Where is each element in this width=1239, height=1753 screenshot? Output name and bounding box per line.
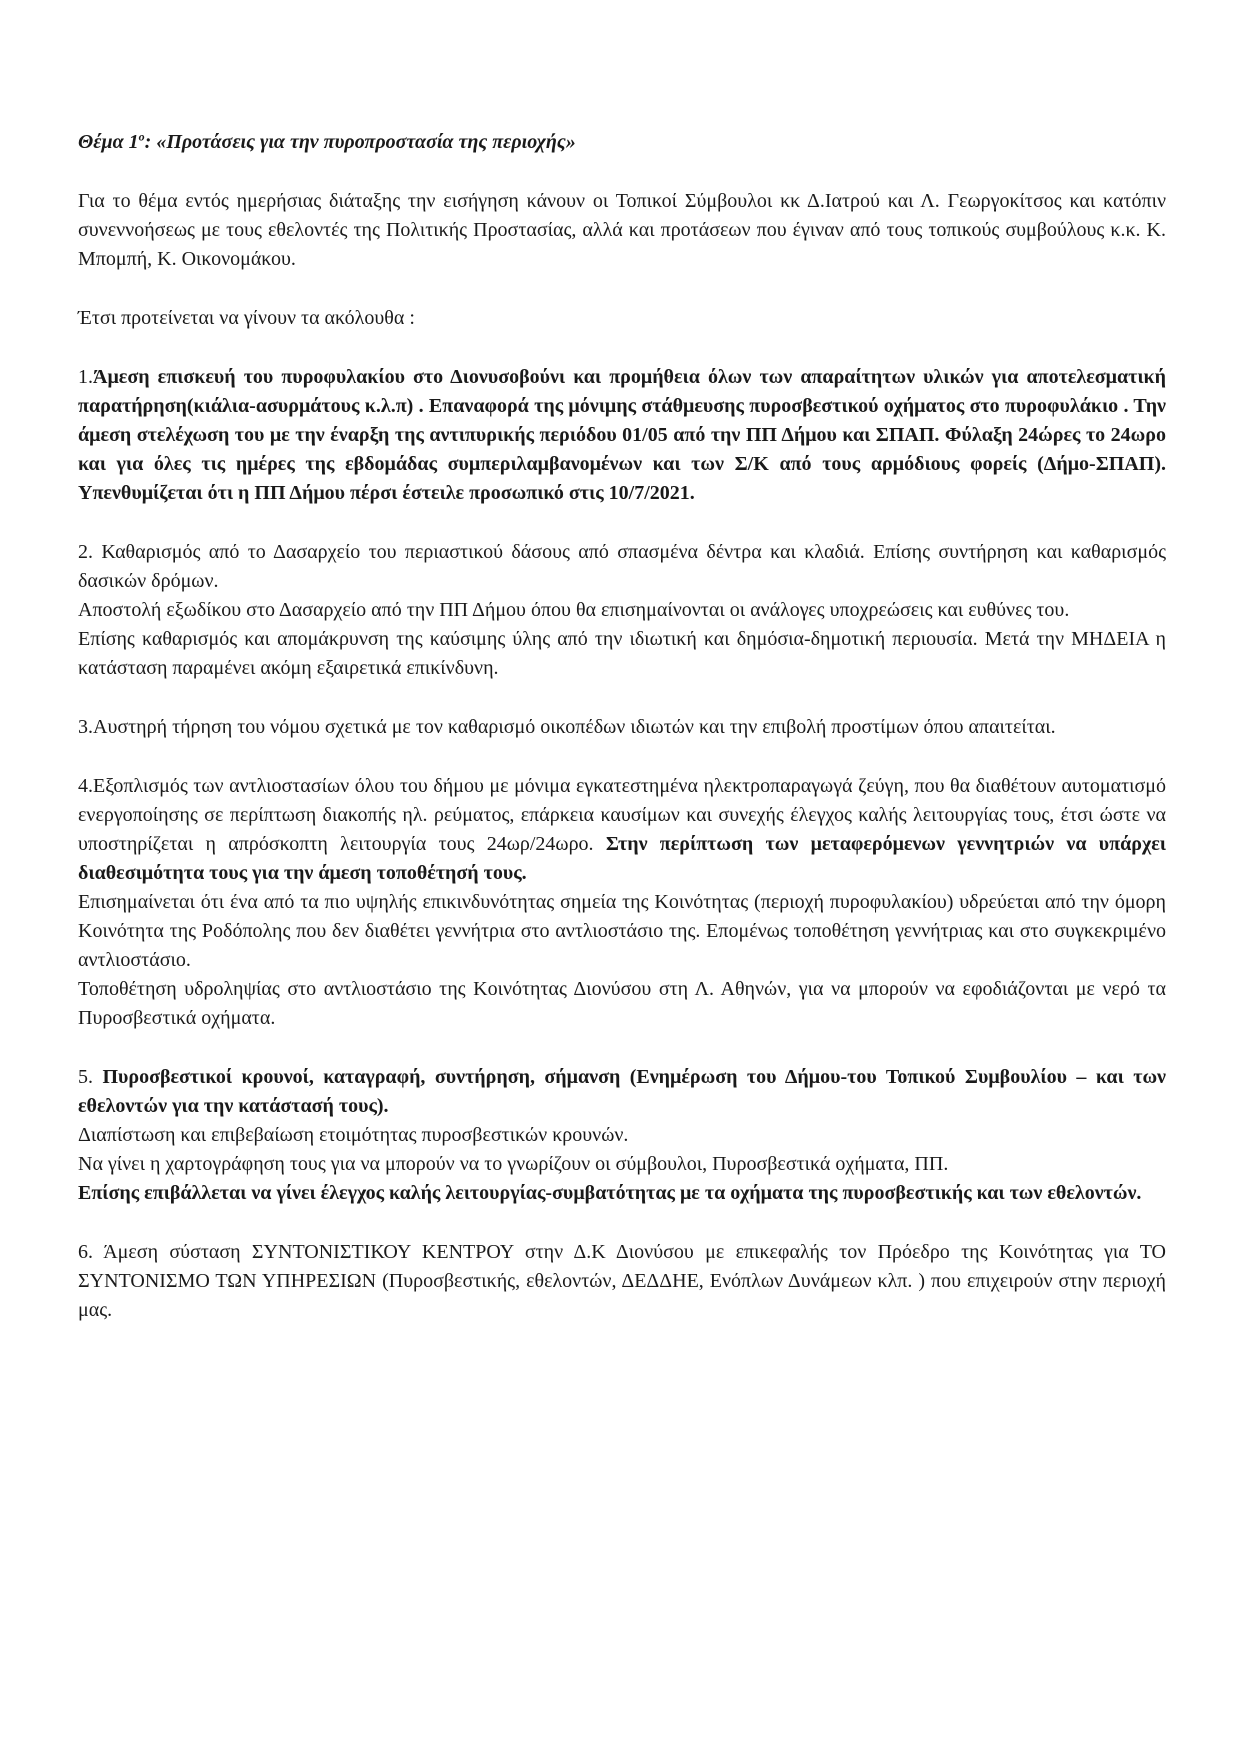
item-5-line-2: Διαπίστωση και επιβεβαίωση ετοιμότητας πυροσβεστικών κρουνών. <box>78 1124 629 1146</box>
item-3-paragraph: 3.Αυστηρή τήρηση του νόμου σχετικά με τον καθαρισμό οικοπέδων ιδιωτών και την επιβολή προστίμων όπου απαιτείται. <box>78 716 1056 738</box>
document-body <box>78 128 1166 1355</box>
item-4-line-3: Τοποθέτηση υδροληψίας στο αντλιοστάσιο της Κοινότητας Διονύσου στη Λ. Αθηνών, για να μπορούν να εφοδιάζονται με νερό τα Πυροσβεστικά οχήματα. <box>78 978 1166 1029</box>
item-6-paragraph: 6. Άμεση σύσταση ΣΥΝΤΟΝΙΣΤΙΚΟΥ ΚΕΝΤΡΟΥ στην Δ.Κ Διονύσου με επικεφαλής τον Πρόεδρο της Κοινότητας για ΤΟ ΣΥΝΤΟΝΙΣΜΟ ΤΩΝ ΥΠΗΡΕΣΙΩΝ (Πυροσβεστικής, εθελοντών, ΔΕΔΔΗΕ, Ενόπλων Δυνάμεων κλπ. ) που επιχειρούν στην περιοχή μας. <box>78 1241 1166 1321</box>
subject-heading <box>78 128 1166 157</box>
item-5-block <box>78 1063 1166 1208</box>
item-1-paragraph <box>78 363 1166 508</box>
item-4-normal-text: 4.Εξοπλισμός των αντλιοστασίων όλου του δήμου με μόνιμα εγκατεστημένα ηλεκτροπαραγωγά ζεύγη, που θα διαθέτουν αυτοματισμό ενεργοποίησης σε περίπτωση διακοπής ηλ. ρεύματος, επάρκεια καυσίμων και συνεχής έλεγχος καλής λειτουργίας τους, έτσι ώστε να υποστηρίζεται η απρόσκοπτη λειτουργία τους 24ωρ/24ωρο. <box>78 775 1166 855</box>
item-4-block <box>78 772 1166 1033</box>
item-5-number: 5. <box>78 1066 103 1088</box>
subject-prefix: Θέμα 1 <box>78 131 139 153</box>
item-4-bold-text: Στην περίπτωση των μεταφερόμενων γεννητριών να υπάρχει διαθεσιμότητα τους για την άμεση τοποθέτησή τους. <box>78 833 1166 884</box>
item-2-line-1: 2. Καθαρισμός από το Δασαρχείο του περιαστικού δάσους από σπασμένα δέντρα και κλαδιά. Επίσης συντήρηση και καθαρισμός δασικών δρόμων. <box>78 541 1166 592</box>
subject-superscript: ο <box>138 129 145 144</box>
item-2-line-2: Αποστολή εξωδίκου στο Δασαρχείο από την ΠΠ Δήμου όπου θα επισημαίνονται οι ανάλογες υποχρεώσεις και ευθύνες του. <box>78 599 1070 621</box>
item-4-line-2: Επισημαίνεται ότι ένα από τα πιο υψηλής επικινδυνότητας σημεία της Κοινότητας (περιοχή πυροφυλακίου) υδρεύεται από την όμορη Κοινότητα της Ροδόπολης που δεν διαθέτει γεννήτρια στο αντλιοστάσιο της. Επομένως τοποθέτηση γεννήτριας και στο συγκεκριμένο αντλιοστάσιο. <box>78 891 1166 971</box>
lead-paragraph: Έτσι προτείνεται να γίνουν τα ακόλουθα : <box>78 307 415 329</box>
item-2-block <box>78 538 1166 683</box>
subject-title: : «Προτάσεις για την πυροπροστασία της περιοχής» <box>144 131 576 153</box>
item-5-line-3: Να γίνει η χαρτογράφηση τους για να μπορούν να το γνωρίζουν οι σύμβουλοι, Πυροσβεστικά οχήματα, ΠΠ. <box>78 1153 949 1175</box>
item-5-bold-heading: Πυροσβεστικοί κρουνοί, καταγραφή, συντήρηση, σήμανση (Ενημέρωση του Δήμου-του Τοπικού Συμβουλίου – και των εθελοντών για την κατάστασή τους). <box>78 1066 1166 1117</box>
item-4-line-1 <box>78 772 1166 888</box>
item-1-number: 1. <box>78 366 93 388</box>
intro-paragraph: Για το θέμα εντός ημερήσιας διάταξης την εισήγηση κάνουν οι Τοπικοί Σύμβουλοι κκ Δ.Ιατρού και Λ. Γεωργοκίτσος και κατόπιν συνεννοήσεως με τους εθελοντές της Πολιτικής Προστασίας, αλλά και προτάσεων που έγιναν από τους τοπικούς συμβούλους κ.κ. Κ. Μπομπή, Κ. Οικονομάκου. <box>78 190 1166 270</box>
item-2-line-3: Επίσης καθαρισμός και απομάκρυνση της καύσιμης ύλης από την ιδιωτική και δημόσια-δημοτική περιουσία. Μετά την ΜΗΔΕΙΑ η κατάσταση παραμένει ακόμη εξαιρετικά επικίνδυνη. <box>78 628 1166 679</box>
item-5-line-4: Επίσης επιβάλλεται να γίνει έλεγχος καλής λειτουργίας-συμβατότητας με τα οχήματα της πυροσβεστικής και των εθελοντών. <box>78 1182 1142 1204</box>
item-5-heading <box>78 1063 1166 1121</box>
item-1-text: Άμεση επισκευή του πυροφυλακίου στο Διονυσοβούνι και προμήθεια όλων των απαραίτητων υλικών για αποτελεσματική παρατήρηση(κιάλια-ασυρμάτους κ.λ.π) . Επαναφορά της μόνιμης στάθμευσης πυροσβεστικού οχήματος στο πυροφυλάκιο . Την άμεση στελέχωση του με την έναρξη της αντιπυρικής περιόδου 01/05 από την ΠΠ Δήμου και ΣΠΑΠ. Φύλαξη 24ώρες το 24ωρο και για όλες τις ημέρες της εβδομάδας συμπεριλαμβανομένων και των Σ/Κ από τους αρμόδιους φορείς (Δήμο-ΣΠΑΠ). Υπενθυμίζεται ότι η ΠΠ Δήμου πέρσι έστειλε προσωπικό στις 10/7/2021. <box>78 366 1166 504</box>
